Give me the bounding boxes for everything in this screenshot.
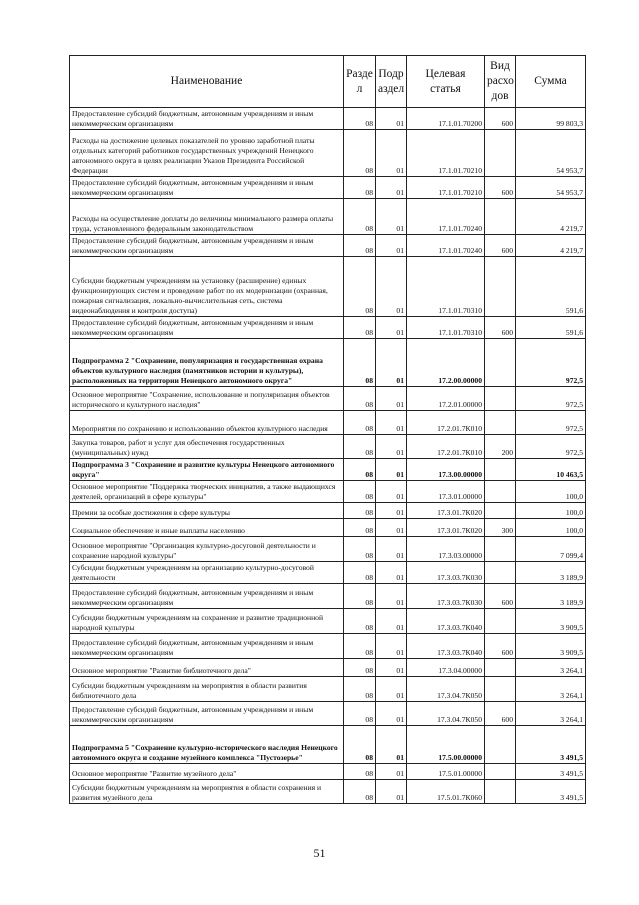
cell-expense-type	[485, 387, 516, 411]
cell-name: Субсидии бюджетным учреждениям на мероприятия в области сохранения и развития музейного дела	[70, 780, 344, 804]
cell-target: 17.2.01.7К010	[407, 411, 485, 435]
cell-target: 17.5.01.7К060	[407, 780, 485, 804]
cell-expense-type	[485, 459, 516, 481]
table-row	[70, 411, 586, 435]
cell-target: 17.3.04.00000	[407, 659, 485, 677]
cell-sum: 100,0	[516, 503, 586, 519]
table-row	[70, 199, 586, 235]
cell-subsection: 01	[376, 411, 407, 435]
cell-expense-type: 200	[485, 435, 516, 459]
cell-expense-type: 600	[485, 584, 516, 609]
cell-expense-type	[485, 257, 516, 317]
cell-subsection: 01	[376, 317, 407, 339]
cell-section: 08	[344, 177, 376, 199]
cell-sum: 3 189,9	[516, 562, 586, 584]
cell-expense-type	[485, 609, 516, 634]
cell-target: 17.3.01.00000	[407, 481, 485, 503]
cell-name: Основное мероприятие "Развитие музейного дела"	[70, 764, 344, 780]
cell-sum: 10 463,5	[516, 459, 586, 481]
page-number: 51	[313, 846, 326, 860]
cell-section: 08	[344, 481, 376, 503]
cell-name: Основное мероприятие "Сохранение, использование и популяризация объектов исторического и культурного наследия"	[70, 387, 344, 411]
cell-section: 08	[344, 659, 376, 677]
cell-sum: 3 264,1	[516, 659, 586, 677]
cell-target: 17.3.04.7К050	[407, 677, 485, 702]
cell-subsection: 01	[376, 764, 407, 780]
cell-name: Закупка товаров, работ и услуг для обеспечения государственных (муниципальных) нужд	[70, 435, 344, 459]
table-row	[70, 257, 586, 317]
cell-name: Подпрограмма 3 "Сохранение и развитие культуры Ненецкого автономного округа"	[70, 459, 344, 481]
cell-sum: 972,5	[516, 435, 586, 459]
cell-section: 08	[344, 503, 376, 519]
cell-target: 17.1.01.70310	[407, 317, 485, 339]
cell-name: Предоставление субсидий бюджетным, автономным учреждениям и иным некоммерческим организациям	[70, 235, 344, 257]
cell-section: 08	[344, 130, 376, 177]
cell-subsection: 01	[376, 177, 407, 199]
cell-target: 17.2.01.7К010	[407, 435, 485, 459]
cell-sum: 7 099,4	[516, 537, 586, 562]
cell-subsection: 01	[376, 702, 407, 726]
cell-name: Предоставление субсидий бюджетным, автономным учреждениям и иным некоммерческим организациям	[70, 177, 344, 199]
cell-expense-type	[485, 780, 516, 804]
budget-table	[69, 55, 586, 804]
cell-expense-type	[485, 130, 516, 177]
cell-section: 08	[344, 435, 376, 459]
cell-sum: 54 953,7	[516, 177, 586, 199]
cell-name: Премии за особые достижения в сфере культуры	[70, 503, 344, 519]
cell-target: 17.5.01.00000	[407, 764, 485, 780]
cell-expense-type	[485, 677, 516, 702]
cell-sum: 3 264,1	[516, 677, 586, 702]
cell-target: 17.3.00.00000	[407, 459, 485, 481]
cell-target: 17.3.04.7К050	[407, 702, 485, 726]
cell-expense-type: 300	[485, 519, 516, 537]
cell-name: Предоставление субсидий бюджетным, автономным учреждениям и иным некоммерческим организациям	[70, 584, 344, 609]
cell-subsection: 01	[376, 537, 407, 562]
cell-section: 08	[344, 317, 376, 339]
cell-target: 17.3.03.7К030	[407, 562, 485, 584]
table-row	[70, 339, 586, 387]
table-row	[70, 435, 586, 459]
cell-expense-type: 600	[485, 702, 516, 726]
cell-sum: 3 491,5	[516, 764, 586, 780]
table-row	[70, 726, 586, 764]
cell-sum: 591,6	[516, 257, 586, 317]
table-row	[70, 177, 586, 199]
cell-target: 17.3.03.7К040	[407, 609, 485, 634]
table-row	[70, 503, 586, 519]
cell-sum: 591,6	[516, 317, 586, 339]
header-expense-type: Вид расхо дов	[485, 56, 516, 108]
table-row	[70, 235, 586, 257]
cell-section: 08	[344, 677, 376, 702]
table-row	[70, 481, 586, 503]
header-target: Целевая статья	[407, 56, 485, 108]
cell-target: 17.1.01.70210	[407, 130, 485, 177]
cell-target: 17.3.03.7К040	[407, 634, 485, 659]
cell-subsection: 01	[376, 562, 407, 584]
cell-sum: 3 491,5	[516, 726, 586, 764]
header-section: Разде л	[344, 56, 376, 108]
table-row	[70, 519, 586, 537]
cell-sum: 3 909,5	[516, 634, 586, 659]
cell-expense-type: 600	[485, 317, 516, 339]
cell-name: Предоставление субсидий бюджетным, автономным учреждениям и иным некоммерческим организациям	[70, 634, 344, 659]
cell-section: 08	[344, 411, 376, 435]
cell-sum: 99 803,3	[516, 108, 586, 130]
cell-subsection: 01	[376, 257, 407, 317]
cell-name: Расходы на осуществление доплаты до величины минимального размера оплаты труда, установленного федеральным законодательством	[70, 199, 344, 235]
cell-expense-type	[485, 537, 516, 562]
cell-subsection: 01	[376, 481, 407, 503]
table-row	[70, 562, 586, 584]
cell-subsection: 01	[376, 503, 407, 519]
table-body	[70, 108, 586, 804]
table-row	[70, 459, 586, 481]
header-sum: Сумма	[516, 56, 586, 108]
cell-subsection: 01	[376, 659, 407, 677]
cell-subsection: 01	[376, 519, 407, 537]
cell-name: Субсидии бюджетным учреждениям на организацию культурно-досуговой деятельности	[70, 562, 344, 584]
cell-target: 17.3.01.7К020	[407, 519, 485, 537]
cell-section: 08	[344, 108, 376, 130]
cell-name: Предоставление субсидий бюджетным, автономным учреждениям и иным некоммерческим организациям	[70, 108, 344, 130]
cell-sum: 100,0	[516, 481, 586, 503]
cell-target: 17.1.01.70240	[407, 199, 485, 235]
table-row	[70, 609, 586, 634]
cell-name: Предоставление субсидий бюджетным, автономным учреждениям и иным некоммерческим организациям	[70, 702, 344, 726]
cell-subsection: 01	[376, 677, 407, 702]
table-row	[70, 764, 586, 780]
cell-subsection: 01	[376, 339, 407, 387]
cell-subsection: 01	[376, 584, 407, 609]
cell-expense-type: 600	[485, 177, 516, 199]
cell-section: 08	[344, 609, 376, 634]
cell-target: 17.2.01.00000	[407, 387, 485, 411]
cell-subsection: 01	[376, 199, 407, 235]
cell-name: Подпрограмма 5 "Сохранение культурно-исторического наследия Ненецкого автономного округа и создание музейного комплекса "Пустозерье"	[70, 726, 344, 764]
cell-sum: 100,0	[516, 519, 586, 537]
table-row	[70, 387, 586, 411]
cell-section: 08	[344, 726, 376, 764]
cell-expense-type	[485, 659, 516, 677]
cell-section: 08	[344, 537, 376, 562]
cell-sum: 972,5	[516, 387, 586, 411]
cell-section: 08	[344, 780, 376, 804]
cell-target: 17.1.01.70210	[407, 177, 485, 199]
cell-name: Субсидии бюджетным учреждениям на сохранение и развитие традиционной народной культуры	[70, 609, 344, 634]
cell-target: 17.2.00.00000	[407, 339, 485, 387]
cell-expense-type	[485, 764, 516, 780]
cell-name: Мероприятия по сохранению и использованию объектов культурного наследия	[70, 411, 344, 435]
cell-section: 08	[344, 257, 376, 317]
cell-name: Социальное обеспечение и иные выплаты населению	[70, 519, 344, 537]
cell-subsection: 01	[376, 634, 407, 659]
cell-target: 17.5.00.00000	[407, 726, 485, 764]
cell-expense-type: 600	[485, 235, 516, 257]
cell-subsection: 01	[376, 609, 407, 634]
cell-name: Основное мероприятие "Поддержка творческих инициатив, а также выдающихся деятелей, организаций в сфере культуры"	[70, 481, 344, 503]
cell-expense-type	[485, 411, 516, 435]
cell-section: 08	[344, 339, 376, 387]
cell-section: 08	[344, 519, 376, 537]
cell-sum: 972,5	[516, 339, 586, 387]
cell-section: 08	[344, 387, 376, 411]
cell-subsection: 01	[376, 780, 407, 804]
table-row	[70, 130, 586, 177]
header-subsection: Подр аздел	[376, 56, 407, 108]
cell-section: 08	[344, 235, 376, 257]
cell-target: 17.3.03.7К030	[407, 584, 485, 609]
cell-sum: 3 189,9	[516, 584, 586, 609]
cell-target: 17.1.01.70200	[407, 108, 485, 130]
cell-subsection: 01	[376, 108, 407, 130]
cell-subsection: 01	[376, 726, 407, 764]
cell-section: 08	[344, 584, 376, 609]
table-row	[70, 634, 586, 659]
cell-sum: 3 491,5	[516, 780, 586, 804]
cell-section: 08	[344, 634, 376, 659]
cell-section: 08	[344, 562, 376, 584]
header-name: Наименование	[70, 56, 344, 108]
table-row	[70, 780, 586, 804]
cell-sum: 4 219,7	[516, 199, 586, 235]
cell-subsection: 01	[376, 130, 407, 177]
cell-subsection: 01	[376, 387, 407, 411]
cell-subsection: 01	[376, 435, 407, 459]
cell-subsection: 01	[376, 459, 407, 481]
table-row	[70, 677, 586, 702]
cell-expense-type	[485, 562, 516, 584]
cell-target: 17.1.01.70240	[407, 235, 485, 257]
table-row	[70, 584, 586, 609]
cell-subsection: 01	[376, 235, 407, 257]
cell-section: 08	[344, 459, 376, 481]
cell-expense-type	[485, 339, 516, 387]
cell-expense-type: 600	[485, 108, 516, 130]
cell-section: 08	[344, 764, 376, 780]
cell-name: Субсидии бюджетным учреждениям на мероприятия в области развития библиотечного дела	[70, 677, 344, 702]
cell-expense-type	[485, 481, 516, 503]
cell-sum: 54 953,7	[516, 130, 586, 177]
cell-expense-type	[485, 726, 516, 764]
cell-name: Расходы на достижение целевых показателей по уровню заработной платы отдельных категорий работников государственных учреждений Ненецкого автономного округа в целях реализации Указов Президента Российской Федерации	[70, 130, 344, 177]
table-header-row	[70, 56, 586, 108]
cell-target: 17.3.03.00000	[407, 537, 485, 562]
cell-sum: 4 219,7	[516, 235, 586, 257]
table-row	[70, 317, 586, 339]
cell-target: 17.3.01.7К020	[407, 503, 485, 519]
cell-expense-type	[485, 503, 516, 519]
cell-section: 08	[344, 702, 376, 726]
table-row	[70, 108, 586, 130]
cell-name: Субсидии бюджетным учреждениям на установку (расширение) единых функционирующих систем и проведение работ по их модернизации (охранная, пожарная сигнализация, локально-вычислительная сеть, система видеонаблюдения и контроля доступа)	[70, 257, 344, 317]
cell-sum: 3 264,1	[516, 702, 586, 726]
cell-name: Основное мероприятие "Организация культурно-досуговой деятельности и сохранение народной культуры"	[70, 537, 344, 562]
cell-name: Предоставление субсидий бюджетным, автономным учреждениям и иным некоммерческим организациям	[70, 317, 344, 339]
cell-expense-type: 600	[485, 634, 516, 659]
cell-name: Основное мероприятие "Развитие библиотечного дела"	[70, 659, 344, 677]
cell-expense-type	[485, 199, 516, 235]
table-row	[70, 702, 586, 726]
cell-sum: 972,5	[516, 411, 586, 435]
cell-target: 17.1.01.70310	[407, 257, 485, 317]
cell-name: Подпрограмма 2 "Сохранение, популяризация и государственная охрана объектов культурного наследия (памятников истории и культуры), расположенных на территории Ненецкого автономного округа"	[70, 339, 344, 387]
table-row	[70, 659, 586, 677]
table-row	[70, 537, 586, 562]
cell-sum: 3 909,5	[516, 609, 586, 634]
cell-section: 08	[344, 199, 376, 235]
